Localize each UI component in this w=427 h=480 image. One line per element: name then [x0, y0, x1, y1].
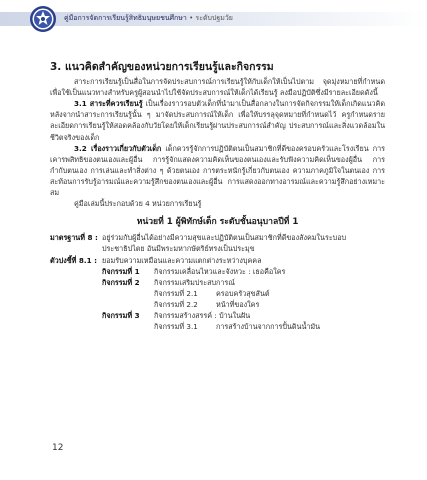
sub-activity-row — [154, 299, 385, 310]
manual-title: คู่มือการจัดการเรียนรู้สิทธิมนุษยชนศึกษา — [64, 14, 187, 22]
standard-text: อยู่ร่วมกับผู้อื่นได้อย่างมีความสุขและปฏิบัติตนเป็นสมาชิกที่ดีของสังคมในระบอบประชาธิปไตย อันมีพระมหากษัตริย์ทรงเป็นประมุข — [102, 233, 347, 254]
standard-row — [50, 232, 385, 254]
activity-text: กิจกรรมสร้างสรรค์ : บ้านในฝัน — [154, 310, 251, 320]
paragraph-3-2 — [50, 143, 385, 198]
header-title — [64, 13, 233, 24]
activity-text: กิจกรรมเคลื่อนไหวและจังหวะ : เธอคือใคร — [154, 266, 286, 276]
sub-activity-text: ครอบครัวสุขสันต์ — [216, 288, 270, 298]
indicator-row — [50, 255, 385, 266]
activity-label: กิจกรรมที่ 2 — [102, 277, 140, 287]
activity-label: กิจกรรมที่ 1 — [102, 266, 140, 276]
activity-label: กิจกรรมที่ 3 — [102, 310, 140, 320]
paragraph-3-2-label: 3.2 เรื่องราวเกี่ยวกับตัวเด็ก — [74, 143, 162, 153]
ministry-logo-icon — [28, 4, 58, 34]
level-subtitle: • ระดับปฐมวัย — [189, 14, 233, 22]
paragraph-3-1 — [50, 98, 385, 142]
unit-title: หน่วยที่ 1 ผู้พิทักษ์เด็ก ระดับชั้นอนุบาลปีที่ 1 — [136, 217, 299, 228]
sub-activity-text: การสร้างบ้านจากการปั้นดินน้ำมัน — [216, 322, 321, 332]
section-heading: 3. แนวคิดสำคัญของหน่วยการเรียนรู้และกิจกรรม — [50, 61, 274, 73]
standard-label: มาตรฐานที่ 8 : — [50, 233, 98, 243]
activity-row — [102, 266, 385, 277]
paragraph-3-2-text: เด็กควรรู้จักการปฏิบัติตนเป็นสมาชิกที่ดีของครอบครัวและโรงเรียน การเคารพสิทธิของตนเองและผู้อื่น การรู้จักแสดงความคิดเห็นของตนเองและรับฟังความคิดเห็นของผู้อื่น การกำกับตนเอง การเล่นและทำสิ่งต่าง ๆ ด้วยตนเอง การตระหนักรู้เกี่ยวกับตนเอง ความภาคภูมิใจในตนเอง การสะท้อนการรับรู้อารมณ์และความรู้สึกของตนเองและผู้อื่น การแสดงออกทางอารมณ์และความรู้สึกอย่างเหมาะสม — [50, 143, 385, 198]
activity-row — [102, 277, 385, 288]
intro-paragraph: สาระการเรียนรู้เป็นสื่อในการจัดประสบการณ์การเรียนรู้ให้กับเด็กให้เป็นไปตาม จุดมุ่งหมายที่กำหนด เพื่อใช้เป็นแนวทางสำหรับครูผู้สอนนำไปใช้จัดประสบการณ์ให้เด็กได้เรียนรู้ ลงมือปฏิบัติซึ่งมีรายละเอียดดังนี้ — [50, 77, 385, 98]
sub-activity-label: กิจกรรมที่ 2.2 — [154, 299, 198, 309]
sub-activity-text: หน้าที่ของใคร — [216, 299, 260, 309]
activity-text: กิจกรรมเสริมประสบการณ์ — [154, 277, 235, 287]
page-number: 12 — [52, 443, 64, 453]
units-summary: คู่มือเล่มนี้ประกอบด้วย 4 หน่วยการเรียนรู้ — [74, 199, 202, 209]
sub-activity-label: กิจกรรมที่ 2.1 — [154, 288, 198, 298]
sub-activity-label: กิจกรรมที่ 3.1 — [154, 322, 198, 332]
activity-row — [102, 310, 385, 321]
paragraph-3-1-text: เป็นเรื่องราวรอบตัวเด็กที่นำมาเป็นสื่อกลางในการจัดกิจกรรมให้เด็กเกิดแนวคิดหลังจากนำสาระการเรียนรู้นั้น ๆ มาจัดประสบการณ์ให้เด็ก เพื่อให้บรรลุจุดหมายที่กำหนดไว้ ครูกำหนดรายละเอียดการเรียนรู้ให้สอดคล้องกับวัยโดยให้เด็กเรียนรู้ผ่านประสบการณ์สำคัญ ประสบการณ์และสิ่งแวดล้อมในชีวิตจริงของเด็ก — [50, 99, 385, 142]
sub-activity-row — [154, 321, 385, 332]
paragraph-3-1-label: 3.1 สาระที่ควรเรียนรู้ — [74, 99, 143, 109]
indicator-text: ยอมรับความเหมือนและความแตกต่างระหว่างบุคคล — [102, 255, 262, 265]
sub-activity-row — [154, 288, 385, 299]
indicator-label: ตัวบ่งชี้ที่ 8.1 : — [50, 255, 98, 265]
page-content — [50, 62, 385, 332]
page-header — [0, 0, 427, 36]
